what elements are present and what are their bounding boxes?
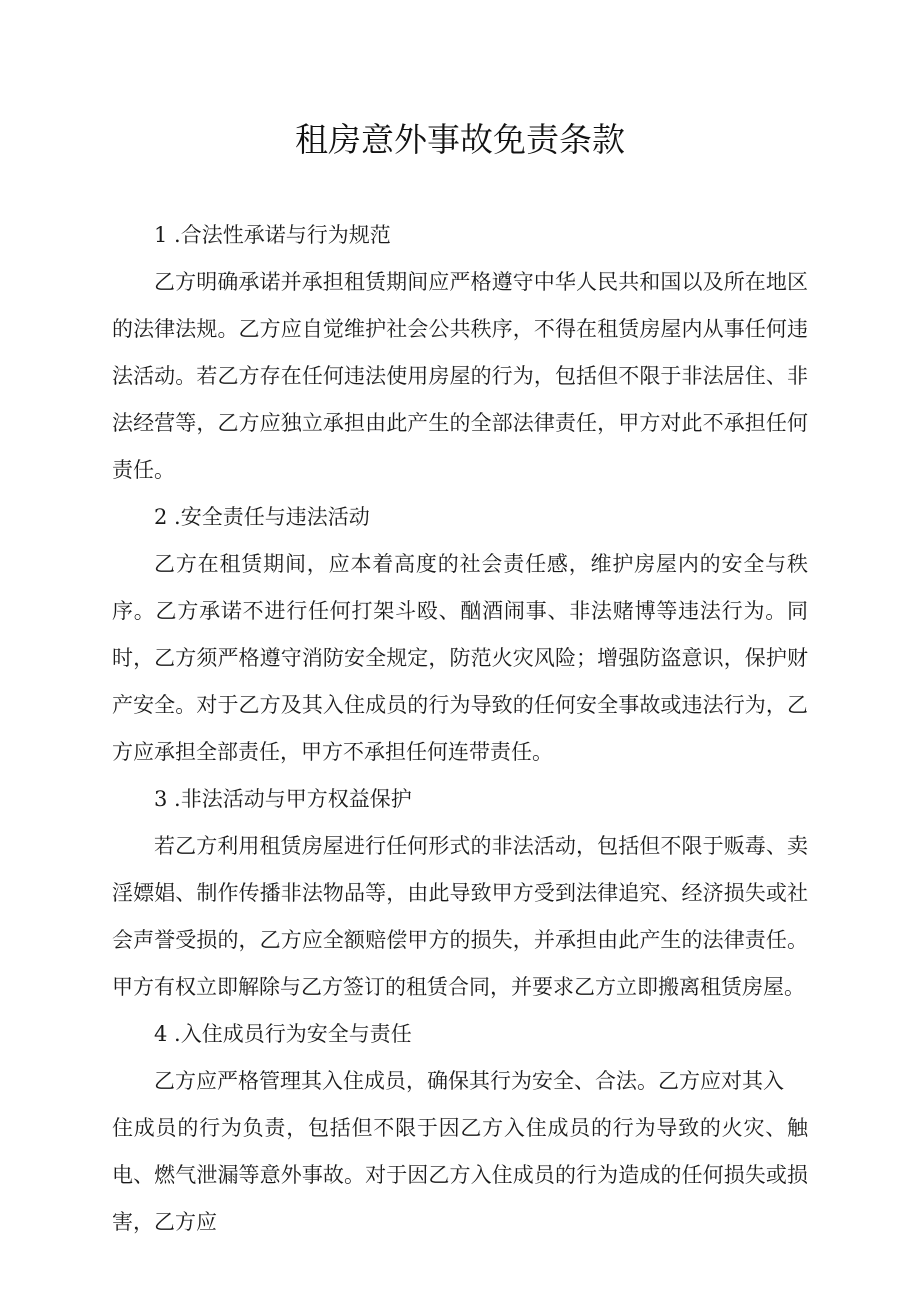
- section-2-paragraph: 乙方在租赁期间，应本着高度的社会责任感，维护房屋内的安全与秩序。乙方承诺不进行任何打架斗殴、酗酒闹事、非法赌博等违法行为。同时，乙方须严格遵守消防安全规定，防范火灾风险；增强防盗意识，保护财产安全。对于乙方及其入住成员的行为导致的任何安全事故或违法行为，乙方应承担全部责任，甲方不承担任何连带责任。: [112, 552, 808, 764]
- section-1-heading: 1 .合法性承诺与行为规范: [154, 223, 391, 247]
- section-3-paragraph: 若乙方利用租赁房屋进行任何形式的非法活动，包括但不限于贩毒、卖淫嫖娼、制作传播非法物品等，由此导致甲方受到法律追究、经济损失或社会声誉受损的，乙方应全额赔偿甲方的损失，并承担由此产生的法律责任。甲方有权立即解除与乙方签订的租赁合同，并要求乙方立即搬离租赁房屋。: [112, 834, 808, 999]
- section-2-heading: 2 .安全责任与违法活动: [154, 505, 370, 529]
- section-4-paragraph-2: 住成员的行为负责，包括但不限于因乙方入住成员的行为导致的火灾、触电、燃气泄漏等意外事故。对于因乙方入住成员的行为造成的任何损失或损害，乙方应: [112, 1116, 808, 1234]
- section-1-paragraph: 乙方明确承诺并承担租赁期间应严格遵守中华人民共和国以及所在地区的法律法规。乙方应自觉维护社会公共秩序，不得在租赁房屋内从事任何违法活动。若乙方存在任何违法使用房屋的行为，包括但不限于非法居住、非法经营等，乙方应独立承担由此产生的全部法律责任，甲方对此不承担任何责任。: [112, 270, 808, 482]
- section-4-heading: 4 .入住成员行为安全与责任: [154, 1022, 412, 1046]
- section-4-paragraph-1: 乙方应严格管理其入住成员，确保其行为安全、合法。乙方应对其入: [154, 1069, 784, 1093]
- document-body: [112, 212, 808, 1246]
- section-3-heading: 3 .非法活动与甲方权益保护: [154, 787, 412, 811]
- document-title: 租房意外事故免责条款: [295, 120, 625, 159]
